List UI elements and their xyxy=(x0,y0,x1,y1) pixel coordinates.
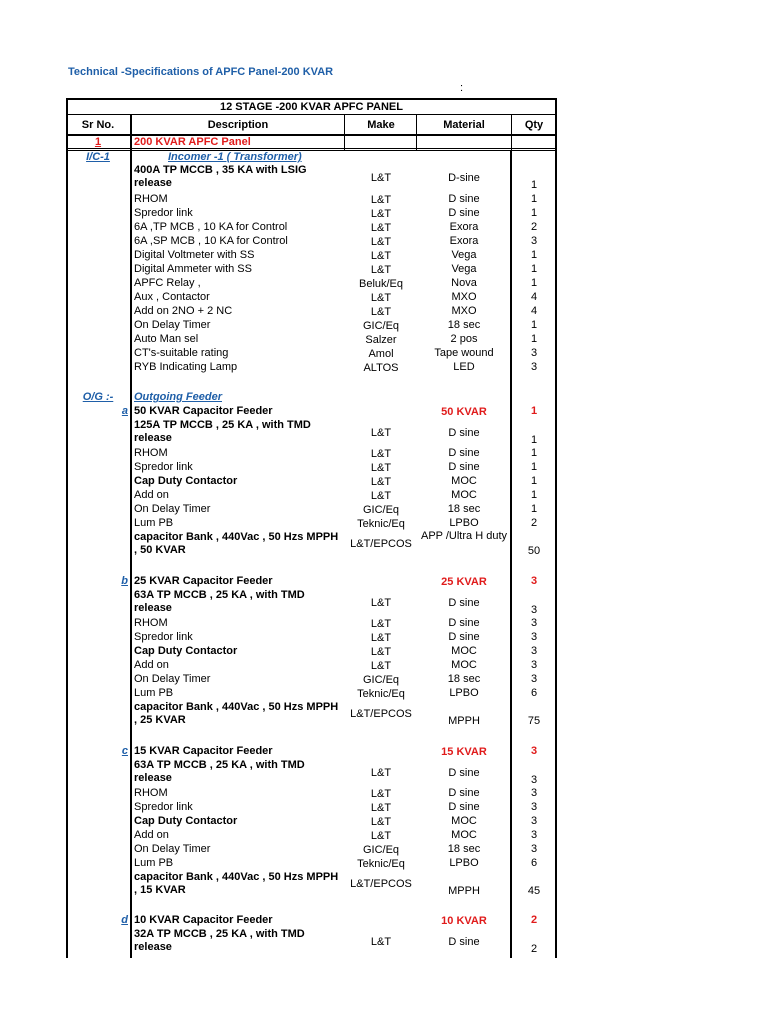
incomer-item-make: L&T xyxy=(370,292,392,304)
feeder-item-description: RHOM xyxy=(134,787,168,799)
feeder-item-make: L&T xyxy=(370,632,392,644)
feeder-qty: 3 xyxy=(530,575,538,587)
feeder-mccb-material: D sine xyxy=(448,767,480,779)
feeder-item-qty: 1 xyxy=(530,475,538,487)
feeder-item-make: GIC/Eq xyxy=(362,844,400,856)
incomer-item-description: APFC Relay , xyxy=(134,277,201,289)
feeder-title: 25 KVAR Capacitor Feeder xyxy=(134,575,273,587)
feeder-item-description: RHOM xyxy=(134,617,168,629)
incomer-item-qty: 1 xyxy=(530,277,538,289)
outgoing-description: Outgoing Feeder xyxy=(134,391,222,403)
feeder-item-description: Cap Duty Contactor xyxy=(134,475,238,487)
feeder-item-make: L&T xyxy=(370,788,392,800)
feeder-bank-description: capacitor Bank , 440Vac , 50 Hzs MPPH , 50 KVAR xyxy=(134,531,339,556)
feeder-bank-make: L&T/EPCOS xyxy=(350,538,412,550)
feeder-item-make: L&T xyxy=(370,646,392,658)
feeder-item-qty: 3 xyxy=(530,801,538,813)
incomer-sr-no: I/C-1 xyxy=(86,151,110,163)
incomer-item-qty: 4 xyxy=(530,305,538,317)
incomer-item-material: D sine xyxy=(448,207,480,219)
feeder-kvar: 50 KVAR xyxy=(441,406,487,418)
feeder-mccb-qty: 3 xyxy=(530,774,538,786)
incomer-item-qty: 1 xyxy=(530,207,538,219)
incomer-item-material: MXO xyxy=(451,291,477,303)
incomer-item-qty: 1 xyxy=(530,263,538,275)
feeder-item-description: Lum PB xyxy=(134,687,174,699)
feeder-bank-qty: 45 xyxy=(527,885,541,897)
document-title: Technical -Specifications of APFC Panel-200 KVAR xyxy=(68,66,334,78)
feeder-item-qty: 3 xyxy=(530,673,538,685)
feeder-item-qty: 6 xyxy=(530,687,538,699)
outgoing-sr-no: O/G :- xyxy=(82,391,114,403)
feeder-kvar: 25 KVAR xyxy=(441,576,487,588)
feeder-item-qty: 3 xyxy=(530,829,538,841)
feeder-item-qty: 1 xyxy=(530,503,538,515)
feeder-bank-material: MPPH xyxy=(448,885,480,897)
incomer-item-make: Beluk/Eq xyxy=(358,278,404,290)
feeder-item-material: D sine xyxy=(448,787,480,799)
incomer-item-make: GIC/Eq xyxy=(362,320,400,332)
incomer-item-description: CT's-suitable rating xyxy=(134,347,229,359)
incomer-item-material: D sine xyxy=(448,193,480,205)
feeder-item-make: L&T xyxy=(370,830,392,842)
incomer-item-make: ALTOS xyxy=(363,362,399,374)
feeder-item-material: LPBO xyxy=(449,857,479,869)
feeder-item-material: D sine xyxy=(448,461,480,473)
feeder-item-material: MOC xyxy=(451,645,477,657)
incomer-item-material: Exora xyxy=(449,221,479,233)
incomer-item-description: Add on 2NO + 2 NC xyxy=(134,305,233,317)
incomer-item-qty: 1 xyxy=(530,333,538,345)
header-qty: Qty xyxy=(524,119,544,131)
feeder-item-description: Cap Duty Contactor xyxy=(134,645,238,657)
incomer-item-qty: 3 xyxy=(530,361,538,373)
feeder-letter: a xyxy=(121,405,128,417)
incomer-item-make: L&T xyxy=(370,208,392,220)
header-make: Make xyxy=(367,119,395,131)
incomer-item-description: 6A ,SP MCB , 10 KA for Control xyxy=(134,235,288,247)
feeder-mccb-qty: 1 xyxy=(530,434,538,446)
panel-description: 200 KVAR APFC Panel xyxy=(134,136,251,148)
feeder-item-material: D sine xyxy=(448,617,480,629)
feeder-item-description: On Delay Timer xyxy=(134,673,211,685)
feeder-item-qty: 1 xyxy=(530,447,538,459)
incomer-item-description: 6A ,TP MCB , 10 KA for Control xyxy=(134,221,288,233)
incomer-item-material: Exora xyxy=(449,235,479,247)
incomer-item-material: Tape wound xyxy=(434,347,494,359)
feeder-item-make: Teknic/Eq xyxy=(357,518,405,530)
feeder-bank-description: capacitor Bank , 440Vac , 50 Hzs MPPH , 15 KVAR xyxy=(134,871,339,896)
feeder-mccb-description: 63A TP MCCB , 25 KA , with TMD release xyxy=(134,759,305,784)
incomer-item-make: L&T xyxy=(370,306,392,318)
feeder-mccb-make: L&T xyxy=(370,427,392,439)
feeder-qty: 1 xyxy=(530,405,538,417)
feeder-kvar: 15 KVAR xyxy=(441,746,487,758)
feeder-item-description: Add on xyxy=(134,829,169,841)
incomer-item-qty: 3 xyxy=(530,347,538,359)
feeder-kvar: 10 KVAR xyxy=(441,915,487,927)
feeder-item-material: MOC xyxy=(451,829,477,841)
feeder-item-description: On Delay Timer xyxy=(134,503,211,515)
feeder-item-material: D sine xyxy=(448,801,480,813)
incomer-item-make: L&T xyxy=(370,250,392,262)
feeder-mccb-qty: 3 xyxy=(530,604,538,616)
incomer-item-make: Salzer xyxy=(365,334,397,346)
feeder-item-make: GIC/Eq xyxy=(362,674,400,686)
table-title: 12 STAGE -200 KVAR APFC PANEL xyxy=(220,101,403,113)
incomer-item-description: On Delay Timer xyxy=(134,319,211,331)
feeder-item-material: 18 sec xyxy=(447,843,481,855)
feeder-item-description: Add on xyxy=(134,489,169,501)
feeder-item-material: MOC xyxy=(451,489,477,501)
feeder-item-make: GIC/Eq xyxy=(362,504,400,516)
incomer-item-material: 18 sec xyxy=(447,319,481,331)
feeder-item-qty: 3 xyxy=(530,659,538,671)
feeder-letter: d xyxy=(121,914,128,926)
incomer-item-make: L&T xyxy=(370,222,392,234)
feeder-bank-material: MPPH xyxy=(448,715,480,727)
feeder-item-qty: 1 xyxy=(530,489,538,501)
feeder-item-make: L&T xyxy=(370,462,392,474)
incomer-item-qty: 1 xyxy=(530,319,538,331)
feeder-bank-material: APP /Ultra H duty xyxy=(421,530,507,542)
incomer-item-qty: 4 xyxy=(530,291,538,303)
feeder-mccb-description: 125A TP MCCB , 25 KA , with TMD release xyxy=(134,419,311,444)
feeder-item-make: L&T xyxy=(370,816,392,828)
incomer-item-qty: 3 xyxy=(530,235,538,247)
incomer-item-description: RHOM xyxy=(134,193,168,205)
incomer-item-material: MXO xyxy=(451,305,477,317)
feeder-mccb-make: L&T xyxy=(370,597,392,609)
feeder-mccb-material: D sine xyxy=(448,597,480,609)
incomer-item-material: Nova xyxy=(451,277,477,289)
feeder-mccb-qty: 2 xyxy=(530,943,538,955)
feeder-item-material: D sine xyxy=(448,447,480,459)
feeder-item-qty: 3 xyxy=(530,787,538,799)
feeder-letter: c xyxy=(121,745,128,757)
feeder-item-make: L&T xyxy=(370,660,392,672)
feeder-item-material: LPBO xyxy=(449,517,479,529)
feeder-item-qty: 2 xyxy=(530,517,538,529)
feeder-item-qty: 6 xyxy=(530,857,538,869)
feeder-bank-qty: 75 xyxy=(527,715,541,727)
feeder-mccb-make: L&T xyxy=(370,936,392,948)
incomer-item-make: L&T xyxy=(370,236,392,248)
incomer-item-qty: 1 xyxy=(530,193,538,205)
panel-sr-no: 1 xyxy=(94,136,102,148)
incomer-item-material: LED xyxy=(453,361,475,373)
feeder-item-material: D sine xyxy=(448,631,480,643)
incomer-item-qty: 2 xyxy=(530,221,538,233)
feeder-qty: 2 xyxy=(530,914,538,926)
incomer-item-description: Digital Ammeter with SS xyxy=(134,263,252,275)
feeder-item-make: Teknic/Eq xyxy=(357,858,405,870)
header-sr-no: Sr No. xyxy=(81,119,115,131)
feeder-bank-qty: 50 xyxy=(527,545,541,557)
feeder-mccb-material: D sine xyxy=(448,427,480,439)
feeder-item-description: Add on xyxy=(134,659,169,671)
feeder-item-description: Spredor link xyxy=(134,801,193,813)
feeder-bank-make: L&T/EPCOS xyxy=(350,708,412,720)
feeder-item-make: L&T xyxy=(370,476,392,488)
feeder-item-description: Spredor link xyxy=(134,461,193,473)
feeder-item-description: RHOM xyxy=(134,447,168,459)
incomer-item-material: Vega xyxy=(451,263,477,275)
feeder-item-description: Lum PB xyxy=(134,517,174,529)
incomer-item-material: Vega xyxy=(451,249,477,261)
incomer-item-make: L&T xyxy=(370,194,392,206)
rule-incomer-top xyxy=(66,150,557,151)
feeder-item-description: Spredor link xyxy=(134,631,193,643)
feeder-item-qty: 3 xyxy=(530,843,538,855)
feeder-mccb-description: 32A TP MCCB , 25 KA , with TMD release xyxy=(134,928,305,953)
header-description: Description xyxy=(207,119,269,131)
feeder-item-material: 18 sec xyxy=(447,503,481,515)
rule-col-sr xyxy=(130,114,132,958)
feeder-item-make: L&T xyxy=(370,802,392,814)
incomer-item-description: RYB Indicating Lamp xyxy=(134,361,238,373)
feeder-item-qty: 3 xyxy=(530,617,538,629)
incomer-item-qty: 1 xyxy=(530,249,538,261)
feeder-title: 50 KVAR Capacitor Feeder xyxy=(134,405,273,417)
feeder-item-material: MOC xyxy=(451,475,477,487)
feeder-bank-make: L&T/EPCOS xyxy=(350,878,412,890)
colon-mark: : xyxy=(460,82,464,94)
feeder-item-qty: 3 xyxy=(530,631,538,643)
feeder-item-make: Teknic/Eq xyxy=(357,688,405,700)
incomer-description: Incomer -1 ( Transformer) xyxy=(168,151,302,163)
incomer-item-description: Aux , Contactor xyxy=(134,291,210,303)
feeder-item-description: Lum PB xyxy=(134,857,174,869)
incomer-item-description: Digital Voltmeter with SS xyxy=(134,249,255,261)
feeder-item-material: LPBO xyxy=(449,687,479,699)
incomer-item-qty: 1 xyxy=(530,179,538,191)
incomer-item-material: 2 pos xyxy=(450,333,478,345)
feeder-item-make: L&T xyxy=(370,490,392,502)
feeder-item-make: L&T xyxy=(370,618,392,630)
incomer-item-make: Amol xyxy=(368,348,394,360)
incomer-item-material: D-sine xyxy=(448,172,480,184)
feeder-item-qty: 3 xyxy=(530,645,538,657)
header-material: Material xyxy=(443,119,485,131)
feeder-item-description: Cap Duty Contactor xyxy=(134,815,238,827)
feeder-item-qty: 3 xyxy=(530,815,538,827)
feeder-item-material: 18 sec xyxy=(447,673,481,685)
incomer-item-make: L&T xyxy=(370,264,392,276)
feeder-item-make: L&T xyxy=(370,448,392,460)
incomer-item-description: Auto Man sel xyxy=(134,333,199,345)
feeder-mccb-material: D sine xyxy=(448,936,480,948)
feeder-qty: 3 xyxy=(530,745,538,757)
feeder-item-material: MOC xyxy=(451,815,477,827)
feeder-title: 10 KVAR Capacitor Feeder xyxy=(134,914,273,926)
feeder-letter: b xyxy=(121,575,128,587)
incomer-item-make: L&T xyxy=(370,172,392,184)
feeder-title: 15 KVAR Capacitor Feeder xyxy=(134,745,273,757)
feeder-mccb-description: 63A TP MCCB , 25 KA , with TMD release xyxy=(134,589,305,614)
feeder-mccb-make: L&T xyxy=(370,767,392,779)
feeder-item-description: On Delay Timer xyxy=(134,843,211,855)
incomer-item-description: Spredor link xyxy=(134,207,193,219)
incomer-item-description: 400A TP MCCB , 35 KA with LSIG release xyxy=(134,164,307,189)
feeder-bank-description: capacitor Bank , 440Vac , 50 Hzs MPPH , 25 KVAR xyxy=(134,701,339,726)
rule-title-bottom xyxy=(66,114,557,115)
feeder-item-qty: 1 xyxy=(530,461,538,473)
feeder-item-material: MOC xyxy=(451,659,477,671)
